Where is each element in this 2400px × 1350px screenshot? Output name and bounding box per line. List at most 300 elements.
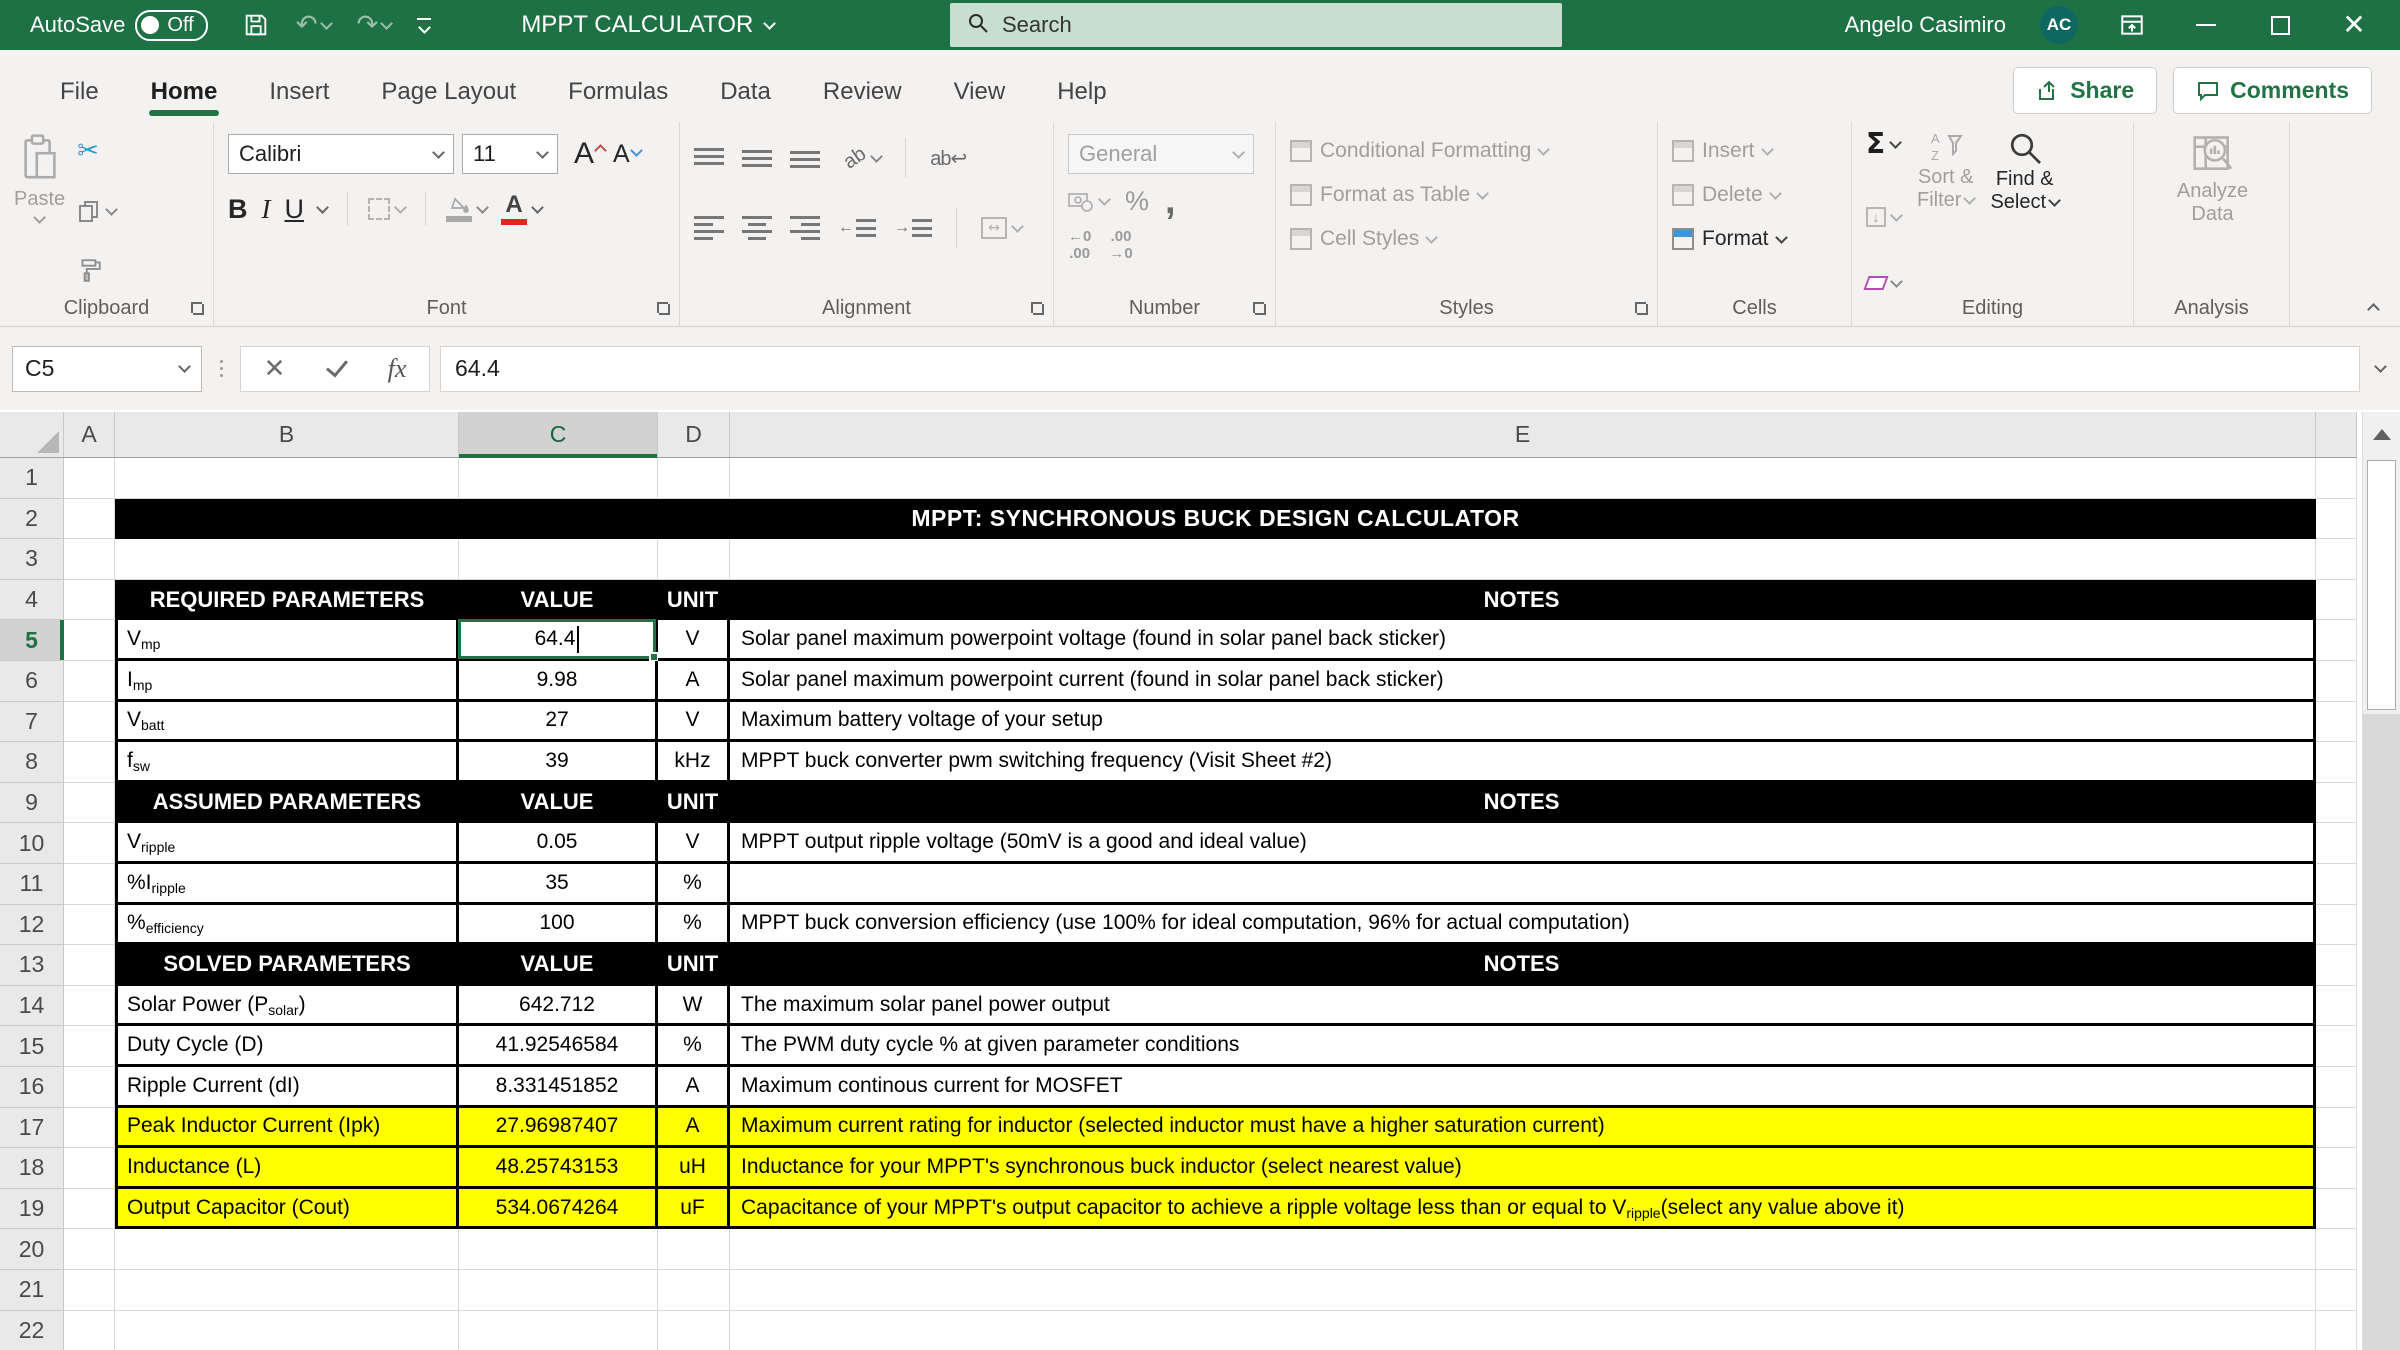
align-middle-icon[interactable]: [742, 148, 772, 168]
borders-button[interactable]: [368, 198, 405, 220]
ribbon-tabs: [0, 64, 1133, 122]
column-header-B[interactable]: B: [115, 412, 459, 457]
scrollbar-track[interactable]: [2363, 714, 2400, 1350]
chevron-down-icon: [1890, 209, 1903, 222]
cell-F1[interactable]: [2316, 458, 2357, 499]
cell-E16[interactable]: Maximum continous current for MOSFET: [730, 1067, 2316, 1108]
chevron-down-icon: [1761, 143, 1774, 156]
cell-A10[interactable]: [64, 823, 115, 864]
comments-button[interactable]: Comments: [2173, 67, 2372, 114]
cell-E11[interactable]: [730, 864, 2316, 905]
row-header-15[interactable]: 15: [0, 1026, 64, 1067]
ribbon-display-options-button[interactable]: [2112, 3, 2152, 47]
analyze-data-button[interactable]: Analyze Data: [2177, 132, 2248, 290]
eraser-icon: [1863, 276, 1888, 290]
insert-function-button[interactable]: fx: [387, 353, 407, 383]
row-7: [0, 702, 2357, 743]
format-as-table-button[interactable]: Format as Table: [1290, 174, 1645, 216]
cell-D4[interactable]: UNIT: [658, 580, 730, 621]
tab-insert[interactable]: Insert: [269, 78, 330, 105]
analyze-data-icon: [2191, 132, 2235, 176]
row-header-14[interactable]: 14: [0, 986, 64, 1027]
cell-D13[interactable]: UNIT: [658, 945, 730, 986]
cell-E22[interactable]: [730, 1311, 2316, 1350]
align-right-icon[interactable]: [790, 216, 820, 240]
cell-E8[interactable]: MPPT buck converter pwm switching frequency (Visit Sheet #2): [730, 742, 2316, 783]
row-header-3[interactable]: 3: [0, 539, 64, 580]
fill-color-button[interactable]: [446, 197, 487, 222]
analysis-group: [2134, 122, 2290, 326]
cancel-entry-button[interactable]: ✕: [263, 353, 286, 384]
triangle-up-icon: [2373, 429, 2391, 440]
cell-B20[interactable]: [115, 1229, 459, 1270]
cell-E10[interactable]: MPPT output ripple voltage (50mV is a good and ideal value): [730, 823, 2316, 864]
row-header-8[interactable]: 8: [0, 742, 64, 783]
find-select-button[interactable]: Find & Select: [1990, 130, 2059, 290]
cell-D18[interactable]: uH: [658, 1148, 730, 1189]
format-painter-icon: [77, 257, 103, 283]
font-color-button[interactable]: [501, 193, 542, 225]
autosum-button[interactable]: Σ: [1866, 130, 1901, 158]
select-all-corner[interactable]: [0, 412, 64, 457]
shrink-font-button[interactable]: A: [613, 140, 641, 169]
cell-B17[interactable]: Peak Inductor Current (Ipk): [115, 1108, 459, 1149]
cell-A3[interactable]: [64, 539, 115, 580]
cell-A17[interactable]: [64, 1108, 115, 1149]
row-4: [0, 580, 2357, 621]
cell-A1[interactable]: [64, 458, 115, 499]
cell-C22[interactable]: [459, 1311, 658, 1350]
decrease-indent-button[interactable]: ←: [838, 219, 876, 237]
cell-D15[interactable]: %: [658, 1026, 730, 1067]
cell-C5[interactable]: 64.4: [459, 620, 658, 661]
cell-A8[interactable]: [64, 742, 115, 783]
cell-A5[interactable]: [64, 620, 115, 661]
cell-B6[interactable]: I mp: [115, 661, 459, 702]
tab-formulas[interactable]: Formulas: [568, 78, 669, 105]
sheet-title-cell[interactable]: MPPT: SYNCHRONOUS BUCK DESIGN CALCULATOR: [115, 499, 2316, 540]
column-header-D[interactable]: D: [658, 412, 730, 457]
tab-page-layout[interactable]: Page Layout: [381, 78, 517, 105]
conditional-formatting-icon: [1290, 140, 1312, 162]
cell-E17[interactable]: Maximum current rating for inductor (selected inductor must have a higher saturation current): [730, 1108, 2316, 1149]
save-icon[interactable]: [242, 11, 270, 39]
column-header-C[interactable]: C: [459, 412, 658, 457]
comments-icon: [2196, 79, 2220, 103]
row-header-21[interactable]: 21: [0, 1270, 64, 1311]
row-header-22[interactable]: 22: [0, 1311, 64, 1350]
increase-decimal-button[interactable]: ←0 .00: [1068, 228, 1092, 262]
cell-F14[interactable]: [2316, 986, 2357, 1027]
vertical-scrollbar[interactable]: [2362, 412, 2400, 1350]
cell-F9[interactable]: [2316, 783, 2357, 824]
row-header-9[interactable]: 9: [0, 783, 64, 824]
column-header-F[interactable]: [2316, 412, 2357, 457]
cell-A15[interactable]: [64, 1026, 115, 1067]
cell-B4[interactable]: REQUIRED PARAMETERS: [115, 580, 459, 621]
cell-B19[interactable]: Output Capacitor (Cout): [115, 1189, 459, 1230]
cell-F8[interactable]: [2316, 742, 2357, 783]
chevron-down-icon: [531, 201, 544, 214]
comma-style-button[interactable]: ,: [1165, 180, 1176, 222]
tab-view[interactable]: View: [953, 78, 1006, 105]
cell-B18[interactable]: Inductance (L): [115, 1148, 459, 1189]
clipboard-group-label: Clipboard: [63, 296, 150, 319]
cell-E15[interactable]: The PWM duty cycle % at given parameter conditions: [730, 1026, 2316, 1067]
row-21: [0, 1270, 2357, 1311]
cell-A9[interactable]: [64, 783, 115, 824]
cell-E1[interactable]: [730, 458, 2316, 499]
column-header-E[interactable]: E: [730, 412, 2316, 457]
cell-C12[interactable]: 100: [459, 905, 658, 946]
cell-B7[interactable]: V batt: [115, 702, 459, 743]
cell-D9[interactable]: UNIT: [658, 783, 730, 824]
cell-C14[interactable]: 642.712: [459, 986, 658, 1027]
cell-C9[interactable]: VALUE: [459, 783, 658, 824]
grow-font-button[interactable]: A: [574, 137, 605, 171]
close-button[interactable]: ✕: [2342, 8, 2366, 41]
cell-E20[interactable]: [730, 1229, 2316, 1270]
row-header-11[interactable]: 11: [0, 864, 64, 905]
underline-button[interactable]: U: [284, 193, 304, 224]
cell-D17[interactable]: A: [658, 1108, 730, 1149]
align-left-icon[interactable]: [694, 216, 724, 240]
row-header-20[interactable]: 20: [0, 1229, 64, 1270]
cell-A20[interactable]: [64, 1229, 115, 1270]
cell-E7[interactable]: Maximum battery voltage of your setup: [730, 702, 2316, 743]
align-top-icon[interactable]: [694, 148, 724, 168]
cell-C20[interactable]: [459, 1229, 658, 1270]
cell-C13[interactable]: VALUE: [459, 945, 658, 986]
alignment-dialog-launcher[interactable]: [1029, 300, 1045, 316]
cell-C6[interactable]: 9.98: [459, 661, 658, 702]
row-header-10[interactable]: 10: [0, 823, 64, 864]
cell-A13[interactable]: [64, 945, 115, 986]
cell-F18[interactable]: [2316, 1148, 2357, 1189]
cell-B3[interactable]: [115, 539, 459, 580]
cell-C11[interactable]: 35: [459, 864, 658, 905]
autosave-pill: [135, 10, 207, 41]
chevron-down-icon: [1098, 193, 1111, 206]
cell-D8[interactable]: kHz: [658, 742, 730, 783]
cell-F17[interactable]: [2316, 1108, 2357, 1149]
conditional-formatting-button[interactable]: Conditional Formatting: [1290, 130, 1645, 172]
cell-A22[interactable]: [64, 1311, 115, 1350]
cell-E21[interactable]: [730, 1270, 2316, 1311]
row-header-5[interactable]: 5: [0, 620, 64, 661]
cell-B10[interactable]: V ripple: [115, 823, 459, 864]
row-1: [0, 458, 2357, 499]
cell-A12[interactable]: [64, 905, 115, 946]
cell-F11[interactable]: [2316, 864, 2357, 905]
avatar[interactable]: AC: [2040, 6, 2078, 44]
merge-center-icon: ↔: [981, 217, 1007, 239]
cell-B15[interactable]: Duty Cycle (D): [115, 1026, 459, 1067]
cell-D16[interactable]: A: [658, 1067, 730, 1108]
row-13: [0, 945, 2357, 986]
cell-A21[interactable]: [64, 1270, 115, 1311]
cell-A7[interactable]: [64, 702, 115, 743]
alignment-group: [680, 122, 1054, 326]
fill-button[interactable]: [1866, 207, 1901, 227]
user-name[interactable]: Angelo Casimiro: [1844, 12, 2006, 37]
tab-review[interactable]: Review: [822, 78, 902, 105]
autosave-toggle[interactable]: [30, 10, 208, 41]
styles-dialog-launcher[interactable]: [1633, 300, 1649, 316]
cell-B5[interactable]: V mp: [115, 620, 459, 661]
minimize-button[interactable]: [2186, 3, 2226, 47]
cell-B8[interactable]: f sw: [115, 742, 459, 783]
decrease-decimal-button[interactable]: .00 →0: [1109, 228, 1133, 262]
divider: [956, 208, 957, 248]
cell-D21[interactable]: [658, 1270, 730, 1311]
cell-C16[interactable]: 8.331451852: [459, 1067, 658, 1108]
cell-D10[interactable]: V: [658, 823, 730, 864]
format-cells-button[interactable]: Format: [1672, 218, 1839, 260]
cell-C4[interactable]: VALUE: [459, 580, 658, 621]
orientation-button[interactable]: [839, 142, 881, 173]
row-header-1[interactable]: 1: [0, 458, 64, 499]
row-14: [0, 986, 2357, 1027]
chevron-down-icon: [476, 201, 489, 214]
chevron-down-icon: [1769, 187, 1782, 200]
align-bottom-icon[interactable]: [790, 148, 820, 168]
cell-E6[interactable]: Solar panel maximum powerpoint current (found in solar panel back sticker): [730, 661, 2316, 702]
cell-D7[interactable]: V: [658, 702, 730, 743]
titlebar-right: [1845, 0, 2400, 50]
tab-data[interactable]: Data: [720, 78, 771, 105]
cell-E4[interactable]: NOTES: [730, 580, 2316, 621]
merge-center-button[interactable]: [981, 217, 1022, 239]
cell-D22[interactable]: [658, 1311, 730, 1350]
row-18: [0, 1148, 2357, 1189]
cell-C10[interactable]: 0.05: [459, 823, 658, 864]
cell-B1[interactable]: [115, 458, 459, 499]
cell-D11[interactable]: %: [658, 864, 730, 905]
delete-cells-button[interactable]: Delete: [1672, 174, 1839, 216]
row-header-7[interactable]: 7: [0, 702, 64, 743]
cell-C17[interactable]: 27.96987407: [459, 1108, 658, 1149]
row-8: [0, 742, 2357, 783]
chevron-down-icon: [1889, 136, 1902, 149]
sort-filter-icon: [1929, 130, 1963, 164]
cell-B11[interactable]: %I ripple: [115, 864, 459, 905]
cell-F16[interactable]: [2316, 1067, 2357, 1108]
editing-group: [1852, 122, 2134, 326]
autosave-label: AutoSave: [30, 12, 126, 37]
font-family-select[interactable]: Calibri: [228, 134, 454, 174]
format-painter-button[interactable]: [77, 257, 116, 288]
cell-F5[interactable]: [2316, 620, 2357, 661]
row-17: [0, 1108, 2357, 1149]
chevron-down-icon: [394, 201, 407, 214]
insert-cells-button[interactable]: Insert: [1672, 130, 1839, 172]
cell-A19[interactable]: [64, 1189, 115, 1230]
row-header-13[interactable]: 13: [0, 945, 64, 986]
cell-D12[interactable]: %: [658, 905, 730, 946]
cell-D1[interactable]: [658, 458, 730, 499]
text-cursor: [577, 626, 579, 653]
font-dialog-launcher[interactable]: [655, 300, 671, 316]
cell-A18[interactable]: [64, 1148, 115, 1189]
cell-E19[interactable]: Capacitance of your MPPT's output capacitor to achieve a ripple voltage less than or equal to V ripple (select any value above it): [730, 1189, 2316, 1230]
svg-text:A: A: [1930, 131, 1940, 146]
font-size-select[interactable]: 11: [462, 134, 558, 174]
cell-A16[interactable]: [64, 1067, 115, 1108]
row-header-12[interactable]: 12: [0, 905, 64, 946]
row-header-6[interactable]: 6: [0, 661, 64, 702]
cell-B13[interactable]: SOLVED PARAMETERS: [115, 945, 459, 986]
italic-button[interactable]: I: [261, 193, 271, 224]
cell-E3[interactable]: [730, 539, 2316, 580]
ribbon-tab-row: [0, 50, 2400, 122]
formula-bar: [0, 327, 2400, 410]
delete-cells-icon: [1672, 184, 1694, 206]
formula-input[interactable]: [441, 355, 2263, 382]
cell-A14[interactable]: [64, 986, 115, 1027]
cell-D5[interactable]: V: [658, 620, 730, 661]
cell-D19[interactable]: uF: [658, 1189, 730, 1230]
bold-button[interactable]: B: [228, 193, 248, 224]
ribbon: [0, 122, 2400, 327]
cell-B16[interactable]: Ripple Current (dI): [115, 1067, 459, 1108]
name-box[interactable]: [12, 346, 202, 392]
copy-icon: [77, 200, 101, 224]
cell-F13[interactable]: [2316, 945, 2357, 986]
cell-E13[interactable]: NOTES: [730, 945, 2316, 986]
cell-E18[interactable]: Inductance for your MPPT's synchronous buck inductor (select nearest value): [730, 1148, 2316, 1189]
copy-button[interactable]: [77, 200, 116, 224]
search-box[interactable]: [950, 3, 1562, 47]
borders-icon: [368, 198, 390, 220]
styles-group-label: Styles: [1439, 296, 1494, 319]
cell-C8[interactable]: 39: [459, 742, 658, 783]
cell-B14[interactable]: Solar Power (P solar ): [115, 986, 459, 1027]
cell-C1[interactable]: [459, 458, 658, 499]
number-format-select[interactable]: General: [1068, 134, 1254, 174]
document-title[interactable]: [521, 11, 774, 39]
clear-button[interactable]: [1866, 276, 1901, 290]
percent-style-button[interactable]: %: [1125, 186, 1150, 216]
cell-F4[interactable]: [2316, 580, 2357, 621]
cell-F15[interactable]: [2316, 1026, 2357, 1067]
insert-cells-icon: [1672, 140, 1694, 162]
cell-C3[interactable]: [459, 539, 658, 580]
row-header-17[interactable]: 17: [0, 1108, 64, 1149]
cell-A4[interactable]: [64, 580, 115, 621]
cell-styles-button[interactable]: Cell Styles: [1290, 218, 1645, 260]
cell-F2[interactable]: [2316, 499, 2357, 540]
cell-E9[interactable]: NOTES: [730, 783, 2316, 824]
worksheet: [0, 410, 2400, 1350]
format-cells-icon: [1672, 228, 1694, 250]
cell-C7[interactable]: 27: [459, 702, 658, 743]
font-group-label: Font: [426, 296, 467, 319]
sort-filter-button[interactable]: A Z Sort & Filter: [1917, 130, 1974, 290]
expand-formula-bar-button[interactable]: [2360, 366, 2400, 371]
cell-D14[interactable]: W: [658, 986, 730, 1027]
redo-button[interactable]: ↷: [357, 12, 392, 38]
cell-E14[interactable]: The maximum solar panel power output: [730, 986, 2316, 1027]
cell-A2[interactable]: [64, 499, 115, 540]
cell-A11[interactable]: [64, 864, 115, 905]
chevron-down-icon: [178, 360, 191, 373]
cell-D3[interactable]: [658, 539, 730, 580]
cell-D6[interactable]: A: [658, 661, 730, 702]
cell-C18[interactable]: 48.25743153: [459, 1148, 658, 1189]
cell-F12[interactable]: [2316, 905, 2357, 946]
column-header-A[interactable]: A: [64, 412, 115, 457]
number-group: [1054, 122, 1276, 326]
align-center-icon[interactable]: [742, 216, 772, 240]
search-input[interactable]: [1002, 12, 1482, 38]
scrollbar-thumb[interactable]: [2367, 460, 2396, 710]
tab-file[interactable]: File: [60, 78, 99, 105]
wrap-text-button[interactable]: ab↩: [930, 147, 967, 170]
cell-F20[interactable]: [2316, 1229, 2357, 1270]
maximize-button[interactable]: [2260, 3, 2300, 47]
cell-B22[interactable]: [115, 1311, 459, 1350]
cell-F6[interactable]: [2316, 661, 2357, 702]
accounting-format-button[interactable]: [1068, 191, 1109, 213]
cell-C15[interactable]: 41.92546584: [459, 1026, 658, 1067]
format-as-table-icon: [1290, 184, 1312, 206]
cell-F7[interactable]: [2316, 702, 2357, 743]
cell-F19[interactable]: [2316, 1189, 2357, 1230]
undo-button[interactable]: ↶: [296, 12, 331, 38]
cell-B9[interactable]: ASSUMED PARAMETERS: [115, 783, 459, 824]
cell-C19[interactable]: 534.0674264: [459, 1189, 658, 1230]
row-header-16[interactable]: 16: [0, 1067, 64, 1108]
cells-group-label: Cells: [1732, 296, 1777, 319]
confirm-entry-button[interactable]: [325, 354, 347, 377]
orientation-icon: ab: [839, 142, 871, 173]
row-header-19[interactable]: 19: [0, 1189, 64, 1230]
cell-F3[interactable]: [2316, 539, 2357, 580]
row-5: [0, 620, 2357, 661]
cell-B21[interactable]: [115, 1270, 459, 1311]
share-button[interactable]: Share: [2013, 67, 2157, 114]
row-2: [0, 499, 2357, 540]
cell-E5[interactable]: Solar panel maximum powerpoint voltage (found in solar panel back sticker): [730, 620, 2316, 661]
tab-help[interactable]: Help: [1057, 78, 1107, 105]
ribbon-end-spacer: [2290, 122, 2400, 326]
clipboard-dialog-launcher[interactable]: [189, 300, 205, 316]
row-header-4[interactable]: 4: [0, 580, 64, 621]
increase-indent-button[interactable]: →: [894, 219, 932, 237]
cell-F22[interactable]: [2316, 1311, 2357, 1350]
customize-qat-button[interactable]: [417, 18, 431, 32]
cell-A6[interactable]: [64, 661, 115, 702]
divider: [905, 138, 906, 178]
tab-home[interactable]: Home: [125, 64, 244, 122]
row-header-2[interactable]: 2: [0, 499, 64, 540]
cell-F21[interactable]: [2316, 1270, 2357, 1311]
chevron-down-icon: [870, 150, 883, 163]
formula-input-wrap: [440, 346, 2360, 392]
cell-B12[interactable]: % efficiency: [115, 905, 459, 946]
row-6: [0, 661, 2357, 702]
scroll-up-button[interactable]: [2363, 412, 2400, 456]
cell-D20[interactable]: [658, 1229, 730, 1270]
cell-F10[interactable]: [2316, 823, 2357, 864]
cell-C21[interactable]: [459, 1270, 658, 1311]
number-dialog-launcher[interactable]: [1251, 300, 1267, 316]
paste-button[interactable]: Paste: [14, 134, 65, 290]
row-header-18[interactable]: 18: [0, 1148, 64, 1189]
cell-E12[interactable]: MPPT buck conversion efficiency (use 100% for ideal computation, 96% for actual computation): [730, 905, 2316, 946]
cut-button[interactable]: ✂: [77, 136, 99, 166]
